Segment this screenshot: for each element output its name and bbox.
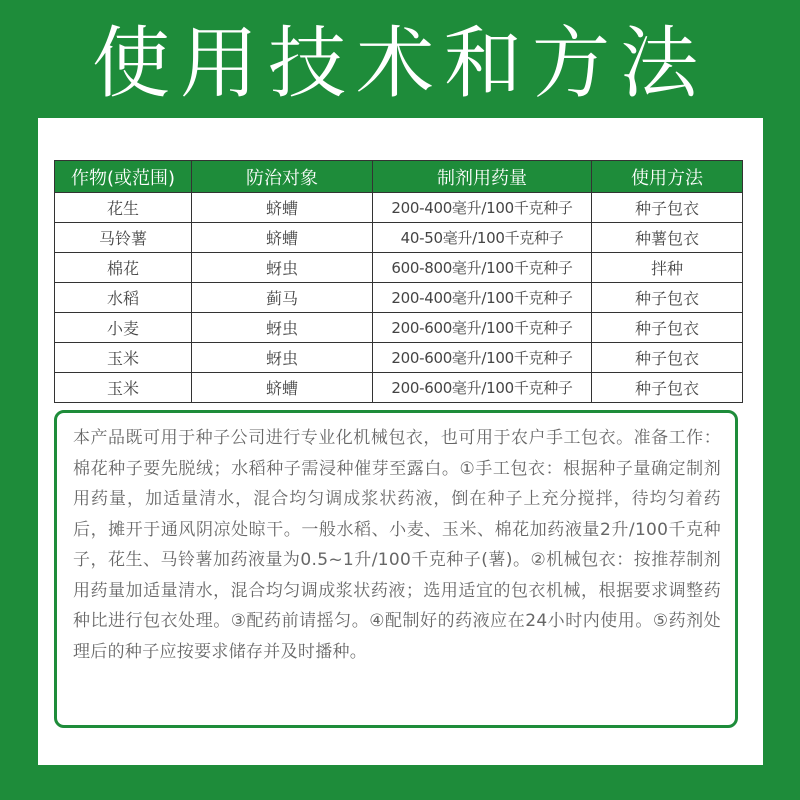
- table-row: [55, 283, 743, 313]
- cell-target: 蛴螬: [192, 193, 373, 223]
- cell-method: 拌种: [592, 253, 743, 283]
- table-row: [55, 253, 743, 283]
- cell-dosage: 200-400毫升/100千克种子: [373, 193, 592, 223]
- cell-crop: 棉花: [55, 253, 192, 283]
- cell-dosage: 200-400毫升/100千克种子: [373, 283, 592, 313]
- cell-method: 种子包衣: [592, 313, 743, 343]
- usage-table: [54, 160, 743, 403]
- cell-target: 蚜虫: [192, 343, 373, 373]
- header-crop: 作物(或范围): [55, 161, 192, 193]
- cell-method: 种薯包衣: [592, 223, 743, 253]
- table-row: [55, 223, 743, 253]
- cell-dosage: 200-600毫升/100千克种子: [373, 343, 592, 373]
- cell-crop: 玉米: [55, 343, 192, 373]
- cell-target: 蚜虫: [192, 253, 373, 283]
- cell-target: 蚜虫: [192, 313, 373, 343]
- table-row: [55, 193, 743, 223]
- table-row: [55, 343, 743, 373]
- cell-crop: 小麦: [55, 313, 192, 343]
- table-row: [55, 373, 743, 403]
- table-row: [55, 313, 743, 343]
- header-target: 防治对象: [192, 161, 373, 193]
- page-title: 使用技术和方法: [91, 19, 708, 109]
- cell-crop: 玉米: [55, 373, 192, 403]
- content-card: [38, 118, 763, 765]
- table-header-row: [55, 161, 743, 193]
- cell-dosage: 600-800毫升/100千克种子: [373, 253, 592, 283]
- cell-target: 蛴螬: [192, 223, 373, 253]
- cell-dosage: 200-600毫升/100千克种子: [373, 313, 592, 343]
- cell-method: 种子包衣: [592, 373, 743, 403]
- cell-method: 种子包衣: [592, 283, 743, 313]
- cell-target: 蛴螬: [192, 373, 373, 403]
- cell-method: 种子包衣: [592, 193, 743, 223]
- header-dosage: 制剂用药量: [373, 161, 592, 193]
- cell-dosage: 200-600毫升/100千克种子: [373, 373, 592, 403]
- cell-target: 蓟马: [192, 283, 373, 313]
- instructions-box: 本产品既可用于种子公司进行专业化机械包衣，也可用于农户手工包衣。准备工作：棉花种子要先脱绒；水稻种子需浸种催芽至露白。①手工包衣：根据种子量确定制剂用药量，加适量清水，混合均匀调成浆状药液，倒在种子上充分搅拌，待均匀着药后，摊开于通风阴凉处晾干。一般水稻、小麦、玉米、棉花加药液量2升/100千克种子，花生、马铃薯加药液量为0.5~1升/100千克种子(薯)。②机械包衣：按推荐制剂用药量加适量清水，混合均匀调成浆状药液；选用适宜的包衣机械，根据要求调整药种比进行包衣处理。③配药前请摇匀。④配制好的药液应在24小时内使用。⑤药剂处理后的种子应按要求储存并及时播种。: [54, 410, 738, 728]
- cell-dosage: 40-50毫升/100千克种子: [373, 223, 592, 253]
- cell-method: 种子包衣: [592, 343, 743, 373]
- cell-crop: 水稻: [55, 283, 192, 313]
- cell-crop: 花生: [55, 193, 192, 223]
- header-method: 使用方法: [592, 161, 743, 193]
- cell-crop: 马铃薯: [55, 223, 192, 253]
